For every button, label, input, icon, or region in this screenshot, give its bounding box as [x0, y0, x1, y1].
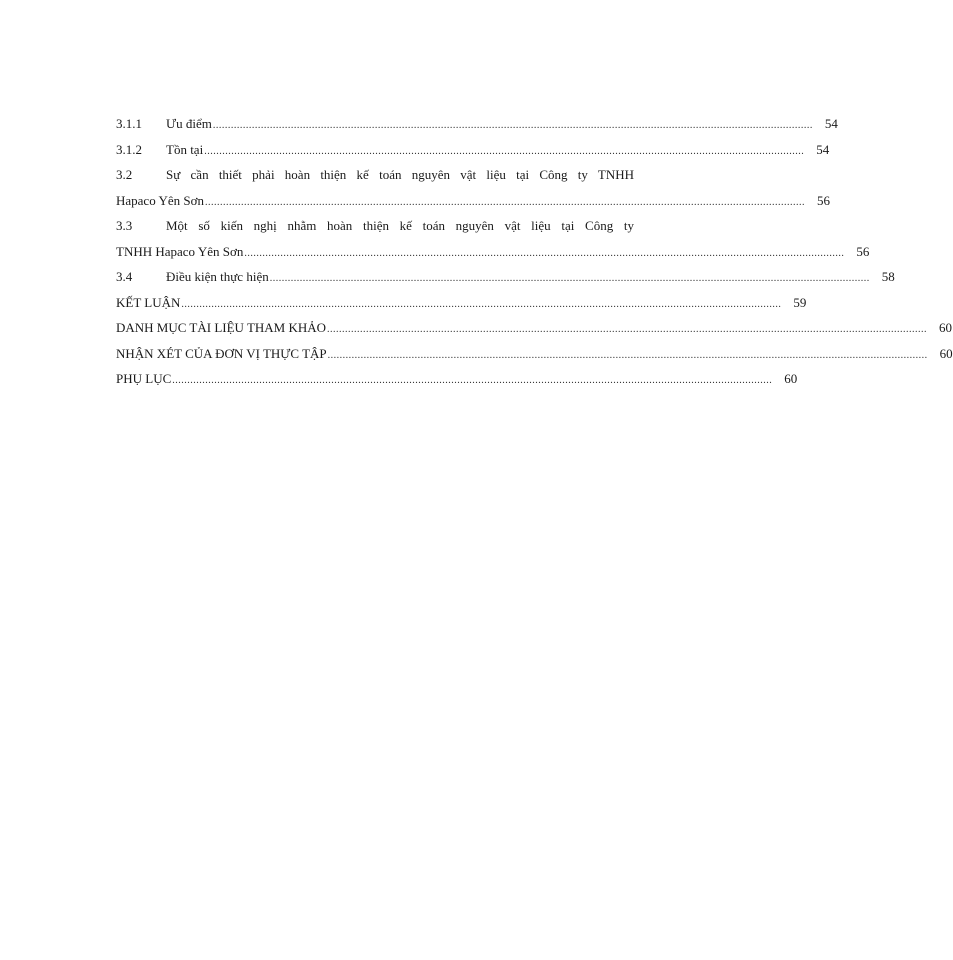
dot-leader: ........................................................................................................................................................................................................: [212, 120, 813, 131]
dot-leader: ........................................................................................................................................................................................................: [244, 247, 845, 259]
table-of-contents: [116, 111, 953, 392]
toc-entry-number: 3.3: [116, 218, 133, 233]
toc-entry-title-line-1: Một số kiến nghị nhằm hoàn thiện kế toán nguyên vật liệu tại Công ty: [166, 218, 634, 233]
toc-entry-number: 3.4: [116, 269, 133, 284]
dot-leader: ........................................................................................................................................................................................................: [172, 375, 773, 386]
toc-entry-title: PHỤ LỤC: [116, 371, 172, 386]
dot-leader: ........................................................................................................................................................................................................: [269, 273, 870, 284]
toc-entry-number: 3.1.2: [116, 141, 142, 157]
toc-entry-title: DANH MỤC TÀI LIỆU THAM KHẢO: [116, 320, 327, 335]
toc-entry-page: 56: [856, 243, 870, 259]
toc-entry-title: Ưu điểm: [166, 116, 212, 131]
toc-entry-3-2[interactable]: [116, 162, 830, 213]
dot-leader: ........................................................................................................................................................................................................: [204, 196, 805, 208]
toc-entry-title-line-1: Sự cần thiết phải hoàn thiện kế toán nguyên vật liệu tại Công ty TNHH: [166, 167, 634, 182]
toc-entry-title: Tồn tại: [166, 141, 204, 157]
toc-entry-ket-luan[interactable]: [116, 290, 807, 316]
toc-entry-number: 3.2: [116, 167, 133, 182]
toc-entry-title: Điều kiện thực hiện: [166, 269, 269, 284]
toc-entry-3-4[interactable]: [116, 264, 895, 290]
toc-entry-danh-muc-tai-lieu[interactable]: [116, 315, 953, 341]
toc-entry-page: 60: [784, 371, 798, 386]
toc-entry-title-line-2: TNHH Hapaco Yên Sơn: [116, 243, 244, 259]
dot-leader: ........................................................................................................................................................................................................: [327, 349, 928, 361]
toc-entry-title: NHẬN XÉT CỦA ĐƠN VỊ THỰC TẬP: [116, 345, 327, 361]
toc-entry-phu-luc[interactable]: [116, 366, 798, 392]
toc-entry-nhan-xet[interactable]: [116, 341, 953, 367]
toc-entry-page: 54: [824, 116, 838, 131]
toc-entry-number: 3.1.1: [116, 116, 142, 131]
toc-entry-page: 54: [816, 141, 830, 157]
toc-entry-page: 58: [881, 269, 895, 284]
toc-entry-3-3[interactable]: [116, 213, 870, 264]
dot-leader: ........................................................................................................................................................................................................: [204, 145, 805, 157]
toc-entry-title: KẾT LUẬN: [116, 294, 181, 310]
toc-entry-title-line-2: Hapaco Yên Sơn: [116, 192, 204, 208]
dot-leader: ........................................................................................................................................................................................................: [181, 298, 782, 310]
toc-entry-3-1-1[interactable]: [116, 111, 838, 137]
toc-entry-page: 60: [939, 345, 953, 361]
dot-leader: ........................................................................................................................................................................................................: [327, 324, 928, 335]
toc-entry-page: 56: [816, 192, 830, 208]
toc-entry-3-1-2[interactable]: [116, 137, 830, 163]
toc-entry-page: 59: [793, 294, 807, 310]
toc-entry-page: 60: [939, 320, 953, 335]
